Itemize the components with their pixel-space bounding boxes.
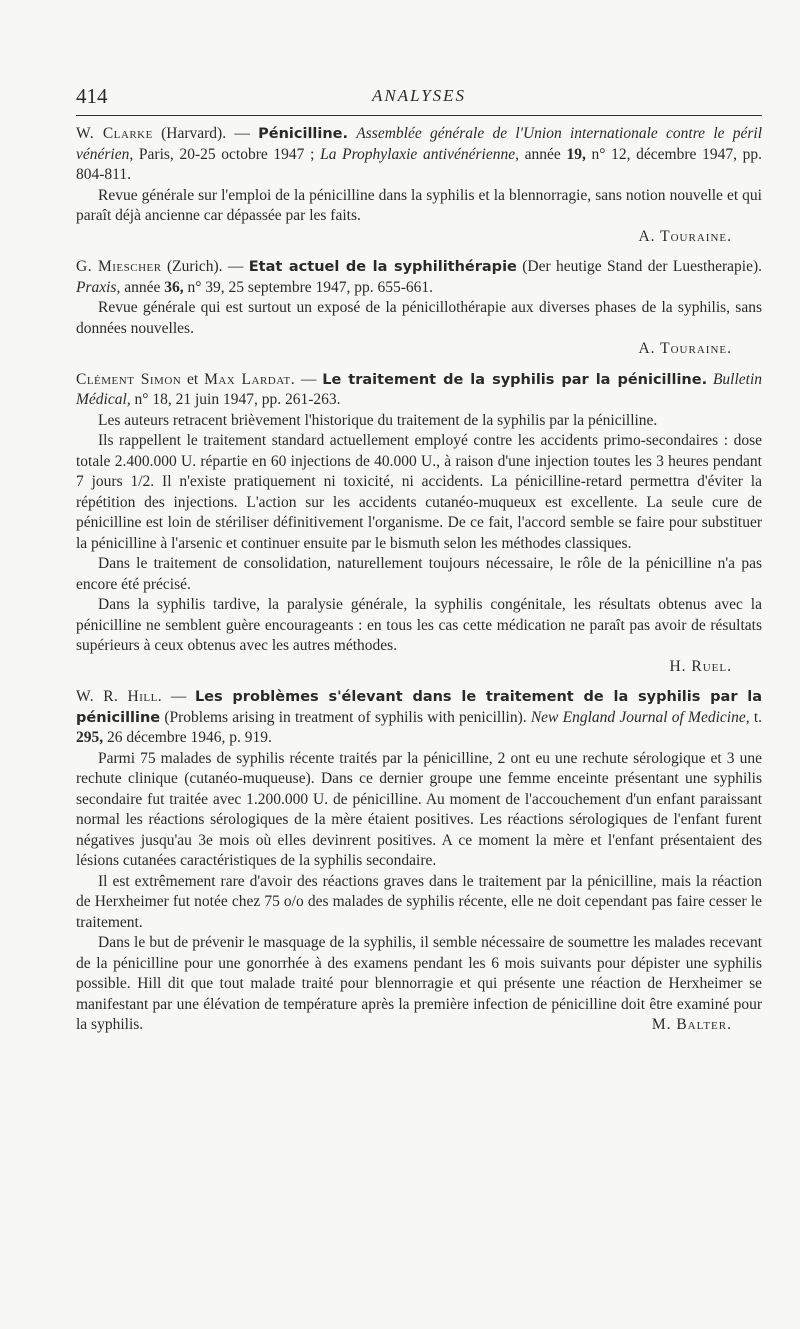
abstract-paragraph: Revue générale sur l'emploi de la pénicilline dans la syphilis et la blennorragie, sans notion nouvelle et qui paraît déjà ancienne car dépassée par les faits. xyxy=(76,186,762,224)
abstract-paragraph: Il est extrêmement rare d'avoir des réactions graves dans le traitement par la pénicilline, mais la réaction de Herxheimer fut notée chez 75 o/o des malades de syphilis récente, elle ne doit cependant pas faire cesser le traitement. xyxy=(76,872,762,931)
citation xyxy=(76,124,762,186)
abstract-paragraph: Revue générale qui est surtout un exposé de la pénicillothérapie aux diverses phases de la syphilis, sans données nouvelles. xyxy=(76,299,762,337)
reviewer-signature: A. Touraine. xyxy=(638,340,732,357)
author-name: W. R. Hill. xyxy=(76,688,163,705)
author-affiliation: (Zurich). xyxy=(166,258,223,275)
volume-number: 295, xyxy=(76,729,104,746)
citation-dash: — xyxy=(300,370,317,388)
abstract-paragraph: Dans la syphilis tardive, la paralysie générale, la syphilis congénitale, les résultats obtenus avec la pénicilline ne semblent guère encourageants : en tous les cas cette médication ne paraît pas avoir de résultats supérieurs à ceux obtenus avec les autres méthodes. xyxy=(76,596,762,654)
abstract-paragraph xyxy=(76,933,762,1036)
year-label: année xyxy=(524,145,561,163)
author-name: W. Clarke xyxy=(76,125,153,142)
article-subtitle: (Problems arising in treatment of syphilis with penicillin). xyxy=(164,708,527,726)
article-title: Le traitement de la syphilis par la pénicilline. xyxy=(322,371,708,388)
issue-pages: n° 18, 21 juin 1947, pp. 261-263. xyxy=(134,391,341,408)
volume-number: 19, xyxy=(566,145,586,163)
issue-pages: 26 décembre 1946, p. 919. xyxy=(107,729,272,746)
citation xyxy=(76,257,762,298)
source-details: Paris, 20-25 octobre 1947 ; xyxy=(138,145,315,163)
page-content xyxy=(76,124,762,1046)
page-header xyxy=(76,84,762,114)
author-affiliation: (Harvard). xyxy=(161,125,227,142)
citation-dash: — xyxy=(234,125,250,142)
reviewer-signature: H. Ruel. xyxy=(669,657,732,675)
author-name: G. Miescher xyxy=(76,258,162,275)
citation-dash: — xyxy=(227,258,244,275)
journal-name: La Prophylaxie antivénérienne, xyxy=(320,145,519,163)
article-subtitle: (Der heutige Stand der Luestherapie). xyxy=(522,258,763,275)
running-title: ANALYSES xyxy=(371,86,467,105)
issue-pages: n° 39, 25 septembre 1947, pp. 655-661. xyxy=(187,278,434,296)
issue-pages: n° 12, décembre 1947, pp. 804-811. xyxy=(76,145,762,183)
author-conjunction: et xyxy=(187,370,199,388)
article-title: Etat actuel de la syphilithérapie xyxy=(248,259,517,275)
reviewer-signature: A. Touraine. xyxy=(638,227,732,245)
abstract-entry xyxy=(76,124,762,247)
author-name-2: Max Lardat. xyxy=(204,370,296,388)
abstract-paragraph: Ils rappellent le traitement standard actuellement employé contre les accidents primo-secondaires : dose totale 2.400.000 U. répartie en 60 injections de 40.000 U., à raison d'une injection toutes les 3 heures pendant 7 jours 1/2. Il n'existe pratiquement ni toxicité, ni accidents. La pénicilline-retard permettra d'éviter la répétition des injections. L'action sur les accidents cutanéo-muqueux est excellente. La seule cure de pénicilline est loin de stériliser définitivement l'organisme. De ce fait, l'accord semble se faire pour substituer la pénicilline à l'arsenic et continuer ensuite par le bismuth selon les méthodes classiques. xyxy=(76,432,762,552)
abstract-paragraph: Les auteurs retracent brièvement l'historique du traitement de la syphilis par la pénicilline. xyxy=(98,411,658,429)
journal-name: Bulletin Médical, xyxy=(76,370,763,408)
reviewer-signature: M. Balter. xyxy=(651,1016,732,1033)
year-label: année xyxy=(124,278,161,296)
citation xyxy=(76,687,762,749)
abstract-paragraph: Dans le traitement de consolidation, naturellement toujours nécessaire, le rôle de la pénicilline n'a pas encore été précisé. xyxy=(76,555,762,593)
page-number: 414 xyxy=(76,84,108,108)
header-rule xyxy=(76,115,762,116)
source-name: Assemblée générale de l'Union internationale contre le péril vénérien, xyxy=(76,125,763,163)
abstract-entry xyxy=(76,687,762,1036)
article-title: Les problèmes s'élevant dans le traitement de la syphilis par la pénicilline xyxy=(76,689,763,726)
abstract-entry xyxy=(76,257,762,360)
volume-number: 36, xyxy=(164,278,184,296)
abstract-entry xyxy=(76,370,762,678)
abstract-paragraph-text: Dans le but de prévenir le masquage de la syphilis, il semble nécessaire de soumettre les malades recevant de la pénicilline pour une gonorrhée à des examens pendant les 6 mois suivants pour dépister une syphilis possible. Hill dit que tout malade traité pour blennorragie et qui présente une réaction de Herxheimer se manifestant par une élévation de température après la première infection de pénicilline doit être examiné pour la syphilis. xyxy=(76,934,762,1033)
journal-name: New England Journal of Medicine, xyxy=(530,708,750,726)
volume-label: t. xyxy=(753,708,763,726)
author-name: Clément Simon xyxy=(76,370,182,388)
article-title: Pénicilline. xyxy=(258,126,349,142)
citation-dash: — xyxy=(170,688,187,705)
abstract-paragraph: Parmi 75 malades de syphilis récente traités par la pénicilline, 2 ont eu une rechute sérologique et 3 une rechute clinique (cutanéo-muqueuse). Dans ce dernier groupe une femme enceinte présentant une syphilis secondaire fut traitée avec 1.200.000 U. de pénicilline. Au moment de l'accouchement d'un enfant paraissant normal les réactions sérologiques de la mère étaient positives. Les réactions sérologiques de l'enfant furent négatives jusqu'au 3e mois où elles devinrent positives. A ce moment la mère et l'enfant présentaient des lésions cutanées caractéristiques de la syphilis secondaire. xyxy=(76,749,762,869)
journal-name: Praxis, xyxy=(76,278,121,296)
citation xyxy=(76,370,762,411)
